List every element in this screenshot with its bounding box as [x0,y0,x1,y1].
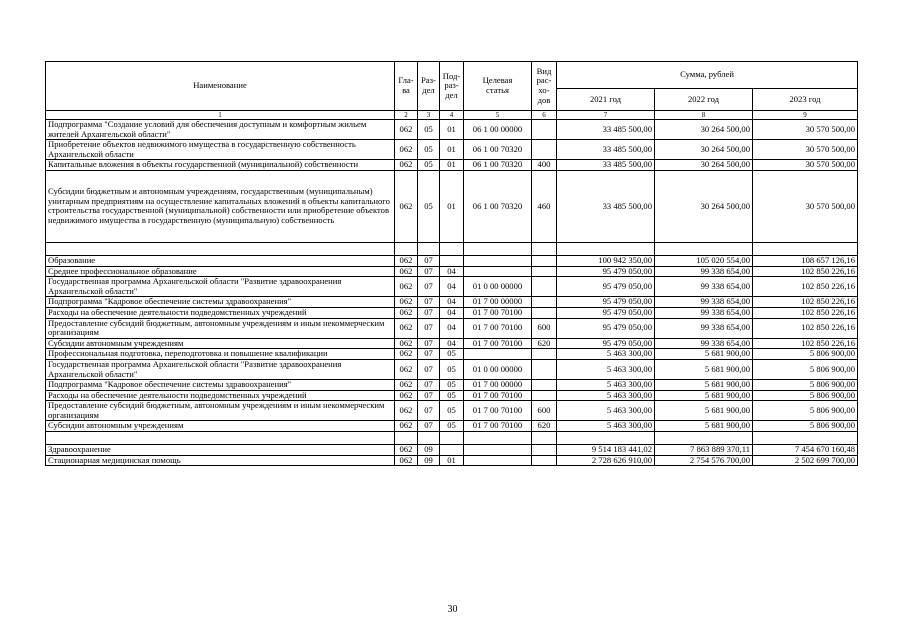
cell-name: Субсидии автономным учреждениям [46,338,395,349]
cell-glava: 062 [395,359,418,379]
cell-glava: 062 [395,338,418,349]
column-number: 5 [464,111,532,120]
cell-sum-2023: 5 806 900,00 [753,380,858,391]
header-vid: Вид рас- хо- дов [532,62,557,111]
cell-podrazdel [440,242,464,255]
cell-podrazdel: 05 [440,421,464,432]
spacer-row [46,242,858,255]
cell-name: Подпрограмма "Создание условий для обеспечения доступным и комфортным жильем жителей Архангельской области" [46,120,395,140]
cell-sum-2021: 33 485 500,00 [557,120,655,140]
cell-sum-2021: 100 942 350,00 [557,255,655,266]
header-year-2023: 2023 год [753,89,858,111]
table-row [46,349,858,360]
cell-podrazdel: 01 [440,140,464,160]
cell-sum-2023: 2 502 699 700,00 [753,455,858,466]
cell-vid [532,349,557,360]
table-row [46,390,858,401]
cell-glava: 062 [395,297,418,308]
cell-celevaya [464,242,532,255]
cell-sum-2022: 5 681 900,00 [655,390,753,401]
table-row [46,266,858,277]
cell-razdel: 07 [418,401,440,421]
cell-glava: 062 [395,140,418,160]
cell-celevaya: 06 1 00 00000 [464,120,532,140]
cell-glava: 062 [395,380,418,391]
column-number: 6 [532,111,557,120]
cell-razdel: 07 [418,266,440,277]
table-row [46,359,858,379]
cell-celevaya: 01 7 00 70100 [464,421,532,432]
cell-celevaya [464,432,532,445]
cell-podrazdel: 05 [440,349,464,360]
cell-name: Среднее профессиональное образование [46,266,395,277]
cell-sum-2021: 9 514 183 441,02 [557,445,655,456]
cell-sum-2021: 5 463 300,00 [557,380,655,391]
cell-celevaya: 06 1 00 70320 [464,170,532,242]
cell-podrazdel: 04 [440,307,464,318]
cell-name: Предоставление субсидий бюджетным, автономным учреждениям и иным некоммерческим организациям [46,401,395,421]
cell-name: Расходы на обеспечение деятельности подведомственных учреждений [46,390,395,401]
cell-vid [532,242,557,255]
cell-razdel: 07 [418,255,440,266]
cell-podrazdel: 01 [440,455,464,466]
cell-razdel: 05 [418,140,440,160]
cell-sum-2022: 30 264 500,00 [655,120,753,140]
cell-sum-2021: 95 479 050,00 [557,307,655,318]
column-number: 9 [753,111,858,120]
cell-name [46,432,395,445]
cell-name: Субсидии бюджетным и автономным учреждениям, государственным (муниципальным) унитарным предприятиям на осуществление капитальных вложений в объекты капитального строительства государственной (муниципальной) собственности или приобретение объектов недвижимого имущества в государственную (муниципальную) собственность [46,170,395,242]
cell-razdel: 09 [418,445,440,456]
table-row [46,455,858,466]
column-number: 2 [395,111,418,120]
cell-sum-2022: 99 338 654,00 [655,297,753,308]
cell-sum-2023: 102 850 226,16 [753,297,858,308]
cell-sum-2022: 30 264 500,00 [655,160,753,171]
cell-vid [532,277,557,297]
cell-podrazdel: 01 [440,160,464,171]
cell-name: Капитальные вложения в объекты государственной (муниципальной) собственности [46,160,395,171]
cell-razdel: 07 [418,318,440,338]
cell-vid: 620 [532,338,557,349]
cell-celevaya: 01 7 00 70100 [464,307,532,318]
cell-sum-2022: 2 754 576 700,00 [655,455,753,466]
table-row [46,277,858,297]
cell-sum-2021: 2 728 626 910,00 [557,455,655,466]
cell-podrazdel: 05 [440,390,464,401]
cell-sum-2021: 95 479 050,00 [557,338,655,349]
cell-sum-2023: 5 806 900,00 [753,359,858,379]
cell-sum-2021: 33 485 500,00 [557,140,655,160]
column-number: 4 [440,111,464,120]
cell-glava: 062 [395,266,418,277]
cell-sum-2022: 30 264 500,00 [655,140,753,160]
cell-razdel: 07 [418,421,440,432]
cell-vid [532,359,557,379]
column-number-row [46,111,858,120]
cell-sum-2023: 30 570 500,00 [753,160,858,171]
cell-sum-2022: 99 338 654,00 [655,307,753,318]
cell-vid [532,390,557,401]
cell-vid [532,455,557,466]
cell-glava: 062 [395,160,418,171]
cell-sum-2022: 99 338 654,00 [655,338,753,349]
cell-glava: 062 [395,318,418,338]
cell-glava: 062 [395,255,418,266]
cell-sum-2022: 105 020 554,00 [655,255,753,266]
cell-celevaya [464,455,532,466]
cell-vid: 460 [532,170,557,242]
cell-vid [532,307,557,318]
header-year-2021: 2021 год [557,89,655,111]
cell-sum-2023: 102 850 226,16 [753,266,858,277]
cell-vid: 620 [532,421,557,432]
cell-glava [395,432,418,445]
cell-name: Стационарная медицинская помощь [46,455,395,466]
header-celevaya: Целевая статья [464,62,532,111]
cell-podrazdel [440,445,464,456]
cell-razdel [418,242,440,255]
cell-sum-2021: 33 485 500,00 [557,160,655,171]
table-row [46,401,858,421]
spacer-row [46,432,858,445]
cell-podrazdel: 05 [440,380,464,391]
cell-razdel: 07 [418,359,440,379]
cell-celevaya [464,266,532,277]
header-podrazdel: Под- раз- дел [440,62,464,111]
cell-name: Расходы на обеспечение деятельности подведомственных учреждений [46,307,395,318]
cell-sum-2023: 102 850 226,16 [753,277,858,297]
cell-sum-2022: 5 681 900,00 [655,359,753,379]
header-name: Наименование [46,62,395,111]
page-number: 30 [447,604,458,615]
cell-celevaya: 01 7 00 70100 [464,338,532,349]
cell-name: Подпрограмма "Кадровое обеспечение системы здравоохранения" [46,297,395,308]
cell-sum-2023 [753,432,858,445]
cell-celevaya: 01 7 00 70100 [464,401,532,421]
cell-sum-2022: 5 681 900,00 [655,401,753,421]
table-row [46,318,858,338]
cell-name: Подпрограмма "Кадровое обеспечение системы здравоохранения" [46,380,395,391]
cell-celevaya: 01 0 00 00000 [464,359,532,379]
cell-sum-2022: 30 264 500,00 [655,170,753,242]
cell-sum-2021: 5 463 300,00 [557,390,655,401]
cell-sum-2022 [655,242,753,255]
table-row [46,140,858,160]
cell-celevaya [464,445,532,456]
cell-sum-2022: 99 338 654,00 [655,277,753,297]
cell-celevaya: 01 7 00 00000 [464,297,532,308]
cell-podrazdel: 04 [440,318,464,338]
cell-vid [532,255,557,266]
header-razdel: Раз- дел [418,62,440,111]
header-year-2022: 2022 год [655,89,753,111]
cell-sum-2022: 5 681 900,00 [655,421,753,432]
cell-glava: 062 [395,390,418,401]
table-row [46,421,858,432]
cell-sum-2021: 95 479 050,00 [557,266,655,277]
cell-glava: 062 [395,307,418,318]
cell-razdel: 05 [418,160,440,171]
cell-glava: 062 [395,455,418,466]
cell-sum-2021: 95 479 050,00 [557,297,655,308]
cell-podrazdel: 01 [440,120,464,140]
cell-celevaya: 01 7 00 70100 [464,390,532,401]
column-number: 8 [655,111,753,120]
cell-sum-2023: 30 570 500,00 [753,170,858,242]
table-row [46,338,858,349]
table-row [46,160,858,171]
cell-sum-2021 [557,242,655,255]
cell-sum-2021: 33 485 500,00 [557,170,655,242]
cell-glava: 062 [395,349,418,360]
cell-name: Предоставление субсидий бюджетным, автономным учреждениям и иным некоммерческим организациям [46,318,395,338]
cell-vid [532,380,557,391]
cell-vid [532,120,557,140]
cell-sum-2021: 5 463 300,00 [557,359,655,379]
cell-glava: 062 [395,120,418,140]
header-row [46,62,858,89]
cell-celevaya: 01 7 00 70100 [464,318,532,338]
cell-podrazdel: 04 [440,277,464,297]
header-summa: Сумма, рублей [557,62,858,89]
cell-vid [532,432,557,445]
cell-sum-2021: 5 463 300,00 [557,349,655,360]
cell-podrazdel: 05 [440,359,464,379]
cell-glava: 062 [395,170,418,242]
cell-sum-2021: 5 463 300,00 [557,421,655,432]
cell-podrazdel: 04 [440,338,464,349]
cell-sum-2021 [557,432,655,445]
table-row [46,120,858,140]
cell-razdel: 07 [418,380,440,391]
cell-sum-2021: 5 463 300,00 [557,401,655,421]
cell-celevaya [464,349,532,360]
cell-name: Образование [46,255,395,266]
cell-sum-2023: 5 806 900,00 [753,349,858,360]
cell-sum-2023: 5 806 900,00 [753,401,858,421]
cell-sum-2023: 30 570 500,00 [753,120,858,140]
budget-table [45,61,858,466]
table-row [46,445,858,456]
cell-sum-2023: 5 806 900,00 [753,390,858,401]
cell-razdel: 07 [418,307,440,318]
cell-sum-2022: 5 681 900,00 [655,380,753,391]
cell-name: Здравоохранение [46,445,395,456]
cell-sum-2023: 102 850 226,16 [753,307,858,318]
cell-name: Профессиональная подготовка, переподготовка и повышение квалификации [46,349,395,360]
cell-podrazdel: 04 [440,266,464,277]
cell-name: Государственная программа Архангельской области "Развитие здравоохранения Архангельской области" [46,359,395,379]
table-row [46,380,858,391]
cell-podrazdel [440,432,464,445]
cell-sum-2021: 95 479 050,00 [557,318,655,338]
cell-celevaya [464,255,532,266]
cell-sum-2023: 5 806 900,00 [753,421,858,432]
cell-sum-2023: 102 850 226,16 [753,318,858,338]
cell-vid: 600 [532,318,557,338]
cell-vid: 600 [532,401,557,421]
column-number: 1 [46,111,395,120]
cell-podrazdel: 04 [440,297,464,308]
cell-razdel: 07 [418,277,440,297]
table-row [46,297,858,308]
cell-podrazdel [440,255,464,266]
table-row [46,170,858,242]
cell-sum-2022 [655,432,753,445]
cell-sum-2021: 95 479 050,00 [557,277,655,297]
header-glava: Гла- ва [395,62,418,111]
cell-vid [532,297,557,308]
table-row [46,307,858,318]
cell-razdel: 07 [418,297,440,308]
cell-vid [532,140,557,160]
cell-sum-2022: 99 338 654,00 [655,266,753,277]
cell-razdel: 07 [418,390,440,401]
cell-glava: 062 [395,277,418,297]
cell-sum-2023: 102 850 226,16 [753,338,858,349]
cell-sum-2023: 7 454 670 160,48 [753,445,858,456]
cell-name: Субсидии автономным учреждениям [46,421,395,432]
cell-vid [532,445,557,456]
cell-glava: 062 [395,421,418,432]
cell-podrazdel: 01 [440,170,464,242]
cell-glava: 062 [395,401,418,421]
cell-sum-2023 [753,242,858,255]
cell-sum-2022: 99 338 654,00 [655,318,753,338]
cell-sum-2023: 108 657 126,16 [753,255,858,266]
cell-razdel: 07 [418,338,440,349]
column-number: 7 [557,111,655,120]
cell-vid: 400 [532,160,557,171]
cell-celevaya: 01 0 00 00000 [464,277,532,297]
table-row [46,255,858,266]
cell-sum-2022: 5 681 900,00 [655,349,753,360]
column-number: 3 [418,111,440,120]
cell-razdel [418,432,440,445]
cell-celevaya: 06 1 00 70320 [464,140,532,160]
cell-razdel: 09 [418,455,440,466]
cell-razdel: 05 [418,120,440,140]
cell-name [46,242,395,255]
cell-sum-2022: 7 863 889 370,11 [655,445,753,456]
cell-razdel: 07 [418,349,440,360]
cell-razdel: 05 [418,170,440,242]
cell-name: Приобретение объектов недвижимого имущества в государственную собственность Архангельской области [46,140,395,160]
cell-glava [395,242,418,255]
cell-sum-2023: 30 570 500,00 [753,140,858,160]
cell-celevaya: 01 7 00 00000 [464,380,532,391]
table-body [46,120,858,466]
cell-glava: 062 [395,445,418,456]
cell-celevaya: 06 1 00 70320 [464,160,532,171]
cell-vid [532,266,557,277]
cell-name: Государственная программа Архангельской области "Развитие здравоохранения Архангельской области" [46,277,395,297]
cell-podrazdel: 05 [440,401,464,421]
